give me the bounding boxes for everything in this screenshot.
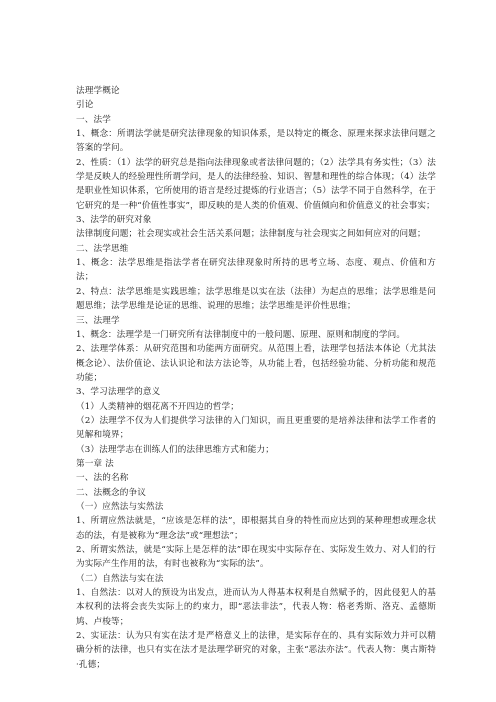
- chapter-heading: 第一章 法: [76, 458, 114, 469]
- paragraph-significance: 3、学习法理学的意义: [76, 387, 161, 398]
- paragraph-research-object-detail: 法律制度问题；社会现实或社会生活关系问题；法律制度与社会现实之间如何应对的问题；: [76, 229, 426, 240]
- paragraph-nature: 2、性质：（1）法学的研究总是指向法律现象或者法律问题的；（2）法学具有务实性；（3）法学是反映人的经验理性所谓学问，是人的法律经验、知识、智慧和理性的综合体现；（4）法学是职业性知识体系，它所使用的语言是经过提炼的行业语言；（5）法学不同于自然科学，在于它研究的是一种“价值性事实”，即反映的是人类的价值观、价值倾向和价值意义的社会事实；: [76, 157, 436, 211]
- paragraph-natural-law: 1、自然法：以对人的预设为出发点，进而认为人得基本权利是自然赋予的，因此侵犯人的基本权利的法将会丧失实际上的约束力，即“恶法非法”，代表人物：格老秀斯、洛克、孟德斯鸠、卢梭等；: [76, 588, 436, 627]
- section-heading-legal-thinking: 二、法学思维: [76, 243, 129, 254]
- doc-title: 法理学概论: [76, 86, 120, 96]
- paragraph-research-object: 3、法学的研究对象: [76, 215, 152, 226]
- subsection-heading-natural-positive: （二）自然法与实在法: [76, 573, 164, 584]
- paragraph-jurisprudence-system: 2、法理学体系：从研究范围和功能两方面研究。从范围上看，法理学包括法本体论（尤其法概念论）、法价值论、法认识论和法方法论等，从功能上看，包括经验功能、分析功能和规范功能；: [76, 344, 436, 383]
- paragraph-significance-2: （2）法理学不仅为人们提供学习法律的入门知识，而且更重要的是培养法律和法学工作者的见解和境界；: [76, 415, 436, 441]
- paragraph-thinking-concept: 1、概念：法学思维是指法学者在研究法律现象时所持的思考立场、态度、观点、价值和方法；: [76, 258, 436, 283]
- section-heading-law-name: 一、法的名称: [76, 473, 129, 484]
- subsection-heading-ought-is: （一）应然法与实然法: [76, 501, 164, 512]
- paragraph-positive-law: 2、实证法：认为只有实在法才是严格意义上的法律，是实际存在的、具有实际效力并可以精确分析的法律，也只有实在法才是法理学研究的对象，主张“恶法亦法”。代表人物：奥古斯特·孔德；: [76, 631, 436, 670]
- paragraph-ought-law: 1、所谓应然法就是，“应该是怎样的法”，即根据其自身的特性而应达到的某种理想或理念状态的法，有是被称为“理念法”或“理想法”；: [76, 516, 436, 541]
- paragraph-significance-3: （3）法理学志在训练人们的法律思维方式和能力；: [76, 444, 274, 455]
- intro-heading: 引论: [76, 100, 94, 111]
- section-heading-jurisprudence: 三、法理学: [76, 315, 120, 326]
- section-heading-law-science: 一、法学: [76, 114, 111, 125]
- paragraph-thinking-features: 2、特点：法学思维是实践思维；法学思维是以实在法（法律）为起点的思维；法学思维是问题思维；法学思维是论证的思维、说理的思维；法学思维是评价性思维；: [76, 286, 436, 312]
- paragraph-significance-1: （1）人类精神的烟花离不开四边的哲学；: [76, 401, 240, 412]
- paragraph-concept: 1、概念：所谓法学就是研究法律现象的知识体系，是以特定的概念、原理来探求法律问题之答案的学问。: [76, 129, 436, 154]
- paragraph-jurisprudence-concept: 1、概念：法理学是一门研究所有法律制度中的一般问题、原理、原则和制度的学问。: [76, 329, 406, 340]
- section-heading-law-concept-dispute: 二、法概念的争议: [76, 487, 146, 498]
- paragraph-is-law: 2、所谓实然法，就是“实际上是怎样的法”即在现实中实际存在、实际发生效力、对人们的行为实际产生作用的法，有时也被称为“实际的法”。: [76, 545, 436, 570]
